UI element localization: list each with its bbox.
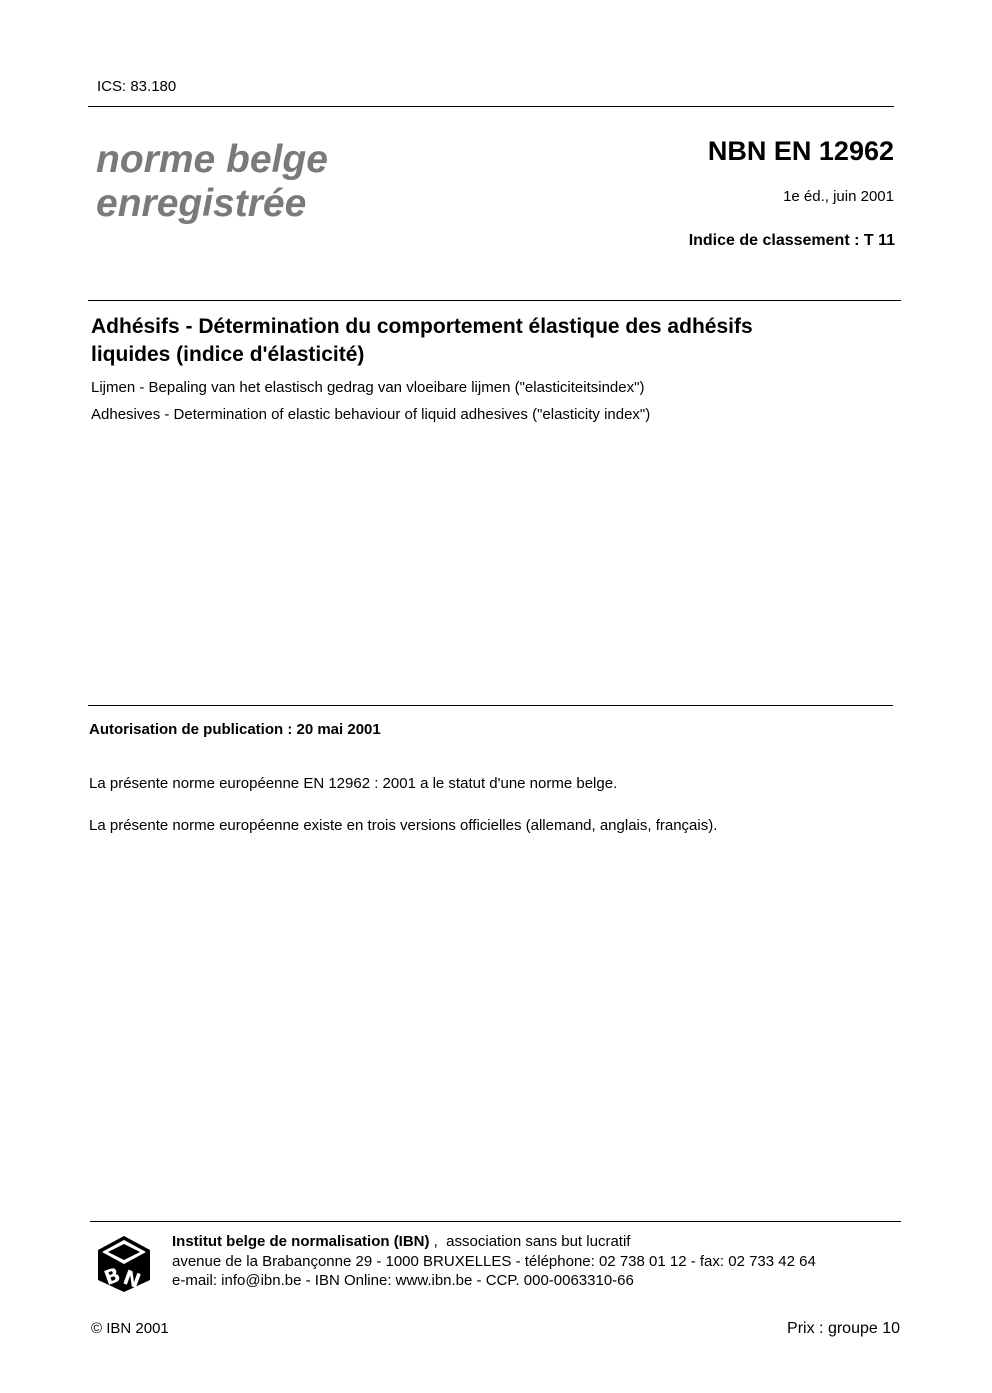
title-french xyxy=(91,313,881,369)
standard-number: NBN EN 12962 xyxy=(707,136,894,166)
title-dutch: Lijmen - Bepaling van het elastisch gedrag van vloeibare lijmen ("elasticiteitsindex") xyxy=(91,379,645,396)
svg-text:B: B xyxy=(100,1262,124,1291)
ics-code: ICS: 83.180 xyxy=(97,78,177,95)
footer-divider xyxy=(90,1221,901,1222)
middle-divider xyxy=(88,705,893,706)
brand-title xyxy=(96,138,328,226)
institute-address: avenue de la Brabançonne 29 - 1000 BRUXELLES - téléphone: 02 738 01 12 - fax: 02 733 42 64 xyxy=(172,1253,816,1270)
brand-line-1: norme belge xyxy=(96,138,328,181)
institute-line xyxy=(172,1233,630,1250)
status-paragraph: La présente norme européenne EN 12962 : 2001 a le statut d'une norme belge. xyxy=(89,775,618,792)
title-french-line-1: Adhésifs - Détermination du comportement élastique des adhésifs xyxy=(91,315,753,338)
publication-authorization: Autorisation de publication : 20 mai 2001 xyxy=(89,721,381,738)
title-english: Adhesives - Determination of elastic behaviour of liquid adhesives ("elasticity index") xyxy=(91,406,651,423)
classification-index: Indice de classement : T 11 xyxy=(688,232,895,249)
top-divider xyxy=(88,106,894,107)
ibn-logo-icon xyxy=(96,1234,152,1294)
institute-name: Institut belge de normalisation (IBN) xyxy=(172,1233,430,1250)
edition-date: 1e éd., juin 2001 xyxy=(783,188,894,205)
institute-suffix: , association sans but lucratif xyxy=(429,1233,631,1250)
institute-contact: e-mail: info@ibn.be - IBN Online: www.ibn.be - CCP. 000-0063310-66 xyxy=(172,1272,634,1289)
brand-line-2: enregistrée xyxy=(96,182,307,225)
svg-text:N: N xyxy=(120,1264,144,1294)
title-divider xyxy=(88,300,901,301)
price-group: Prix : groupe 10 xyxy=(787,1320,900,1337)
title-french-line-2: liquides (indice d'élasticité) xyxy=(91,343,365,366)
copyright-notice: © IBN 2001 xyxy=(91,1320,169,1337)
versions-paragraph: La présente norme européenne existe en trois versions officielles (allemand, anglais, français). xyxy=(89,817,718,834)
